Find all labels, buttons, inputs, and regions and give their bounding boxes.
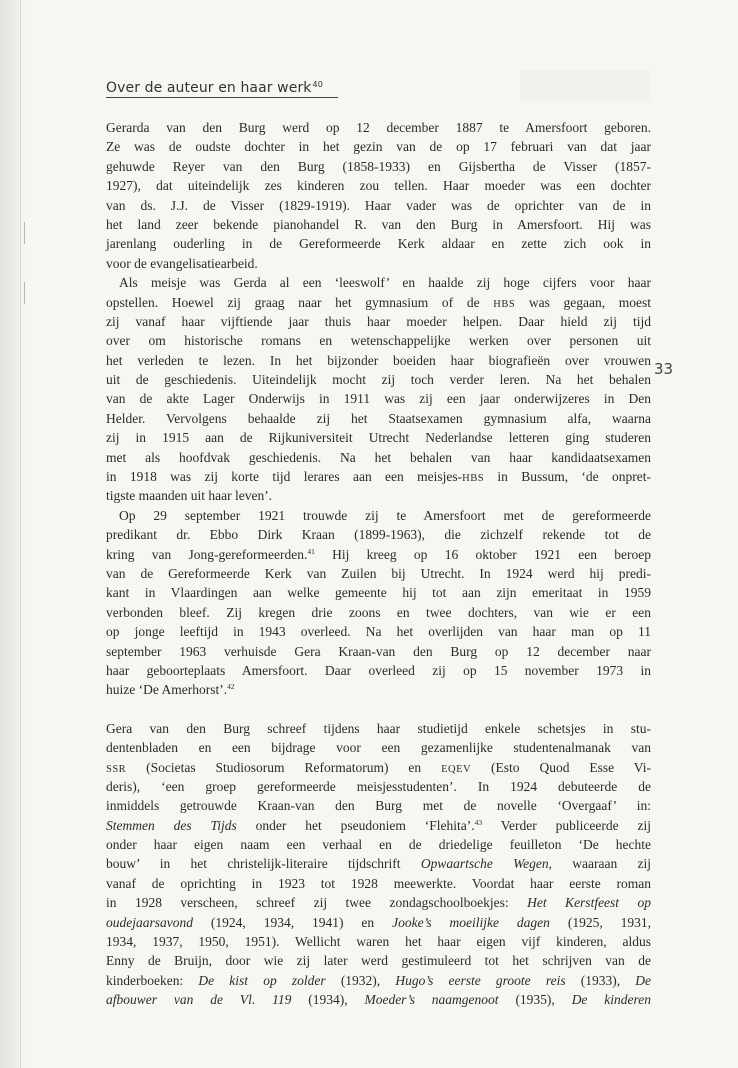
text-run: , waaraan zij <box>548 856 651 872</box>
abbreviation: HBS <box>462 473 485 485</box>
abbreviation: HBS <box>493 298 516 310</box>
text-line: uit de geschiedenis. Uiteindelijk mocht zij toch verder leren. Na het behalen <box>106 372 651 388</box>
text-line: SSR (Societas Studiosorum Reformatorum) en EQEV (Esto Quod Esse Vi- <box>106 759 651 775</box>
title-italic: Moeder’s naamgenoot <box>364 992 499 1008</box>
text-line: onder haar eigen naam een verhaal en de driedelige feuilleton ‘De hechte <box>106 837 651 853</box>
text-line: over om historische romans en wetenschappelijke werken over personen uit <box>106 333 651 349</box>
text-line: tigste maanden uit haar leven’. <box>106 488 273 504</box>
title-italic: Jooke’s moeilijke dagen <box>392 914 550 930</box>
text-line: Helder. Vervolgens behaalde zij het Staatsexamen gymnasium alfa, waarna <box>106 410 651 426</box>
text-line <box>106 816 651 835</box>
text-run: Verder publiceerde zij <box>500 817 651 833</box>
footnote-marker: 42 <box>227 682 235 692</box>
text-line <box>106 893 651 912</box>
text-line: Als meisje was Gerda al een ‘leeswolf’ en haalde zij hoge cijfers voor haar <box>119 275 651 291</box>
text-line: Gera van den Burg schreef tijdens haar studietijd enkele schetsjes in stu- <box>106 720 651 736</box>
title-italic: oudejaarsavond <box>106 914 193 930</box>
text-line: verbonden bleef. Zij kregen drie zoons en twee dochters, van wie er een <box>106 604 651 620</box>
text-line: Enny de Bruijn, door wie zij later werd gestimuleerd tot het schrijven van de <box>106 953 651 969</box>
binding-shadow <box>0 0 26 1068</box>
text-line <box>106 971 651 990</box>
title-italic: Het Kerstfeest op <box>527 895 651 911</box>
text-line: inmiddels getrouwde Kraan-van den Burg met de novelle ‘Overgaaf’ in: <box>106 798 651 814</box>
margin-mark <box>24 222 25 244</box>
text-line <box>106 913 651 932</box>
text-line: haar geboorteplaats Amersfoort. Daar overleed zij op 15 november 1973 in <box>106 662 651 678</box>
title-italic: afbouwer van de Vl. 119 <box>106 992 292 1008</box>
text-line: van ds. J.J. de Visser (1829-1919). Haar vader was de oprichter van de in <box>106 197 651 213</box>
text-line: predikant dr. Ebbo Dirk Kraan (1899-1963), die zichzelf rekende tot de <box>106 527 651 543</box>
text-run: kinderboeken: <box>106 972 184 988</box>
text-line: het verleden te lezen. In het bijzonder boeiden haar biografieën over vrouwen <box>106 352 651 368</box>
text-run: (1932), <box>340 972 381 988</box>
body-text <box>106 118 651 1010</box>
binding-line <box>20 0 21 1068</box>
text-run: kring van Jong-gereformeerden. <box>106 546 308 562</box>
text-line <box>106 545 651 564</box>
text-line: 1934, 1937, 1950, 1951). Wellicht waren het haar eigen vijf kinderen, aldus <box>106 934 651 950</box>
title-italic: Hugo’s eerste groote reis <box>395 972 566 988</box>
text-line <box>106 990 651 1009</box>
text-line: in 1918 was zij korte tijd lerares aan een meisjes-HBS in Bussum, ‘de onpret- <box>106 469 651 485</box>
text-line: opstellen. Hoewel zij graag naar het gymnasium of de HBS was gegaan, moest <box>106 294 651 310</box>
text-line: september 1963 verhuisde Gera Kraan-van den Burg op 12 december naar <box>106 643 651 659</box>
text-line: zij vanaf haar vijftiende jaar thuis haar moeder helpen. Daar hield zij tijd <box>106 313 651 329</box>
text-line: zij in 1915 aan de Rijkuniversiteit Utrecht Nederlandse letteren ging studeren <box>106 430 651 446</box>
text-line: kant in Vlaardingen aan welke gemeente hij tot aan zijn emeritaat in 1959 <box>106 585 651 601</box>
abbreviation: EQEV <box>441 763 472 775</box>
text-line <box>106 680 651 699</box>
page-number: 33 <box>654 360 674 378</box>
text-line: vanaf de oprichting in 1923 tot 1928 meewerkte. Voordat haar eerste roman <box>106 875 651 891</box>
text-line: Gerarda van den Burg werd op 12 december 1887 te Amersfoort geboren. <box>106 120 651 135</box>
text-line: van de akte Lager Onderwijs in 1911 was zij een jaar onderwijzeres in Den <box>106 391 651 407</box>
text-line: 1927), dat uiteindelijk zes kinderen zou tellen. Haar moeder was een dochter <box>106 178 651 194</box>
text-run: Hij kreeg op 16 oktober 1921 een beroep <box>332 546 651 562</box>
bleed-through <box>520 70 650 100</box>
header-rule <box>106 97 338 98</box>
text-run: (1933), <box>580 972 621 988</box>
text-line: deris), ‘een groep gereformeerde meisjesstudenten’. In 1924 debuteerde de <box>106 778 651 794</box>
text-line: met als hoofdvak geschiedenis. Na het behalen van haar kandidaatsexamen <box>106 449 651 465</box>
text-run: (1934), <box>308 992 348 1008</box>
text-line: Op 29 september 1921 trouwde zij te Amersfoort met de gereformeerde <box>119 507 651 523</box>
text-line: het land zeer bekende pianohandel R. van den Burg in Amersfoort. Hij was <box>106 216 651 232</box>
text-line <box>106 854 651 873</box>
margin-mark <box>24 282 25 304</box>
text-line: op jonge leeftijd in 1943 overleed. Na het overlijden van haar man op 11 <box>106 624 651 640</box>
title-italic: Stemmen des Tijds <box>106 817 237 833</box>
title-italic: De kinderen <box>571 992 652 1008</box>
header-title: Over de auteur en haar werk <box>106 80 312 96</box>
text-run: (1924, 1934, 1941) en <box>210 914 375 930</box>
text-run: huize ‘De Amerhorst’. <box>106 682 228 698</box>
text-line: Ze was de oudste dochter in het gezin van de op 17 februari van dat jaar <box>106 139 651 155</box>
text-line: gehuwde Reyer van den Burg (1858-1933) en Gijsbertha de Visser (1857- <box>106 158 651 174</box>
text-line: dentenbladen en een bijdrage voor een gezamenlijke studentenalmanak van <box>106 740 651 756</box>
text-line: voor de evangelisatiearbeid. <box>106 255 258 271</box>
footnote-marker: 41 <box>307 546 315 556</box>
text-run: in 1928 verscheen, schreef zij twee zondagschoolboekjes: <box>106 895 509 911</box>
text-run: onder het pseudoniem ‘Flehita’. <box>255 817 475 833</box>
title-italic: De kist op zolder <box>198 972 326 988</box>
title-italic: De <box>635 972 652 988</box>
section-gap <box>106 700 651 719</box>
section-header <box>106 80 323 96</box>
text-run: (1935), <box>515 992 555 1008</box>
text-line: van de Gereformeerde Kerk van Zuilen bij Utrecht. In 1924 werd hij predi- <box>106 565 651 581</box>
header-footnote: 40 <box>312 80 323 89</box>
text-run: (1925, 1931, <box>567 914 651 930</box>
footnote-marker: 43 <box>474 817 483 827</box>
text-line: jarenlang ouderling in de Gereformeerde Kerk aldaar en zette zich ook in <box>106 236 651 252</box>
title-italic: Opwaartsche Wegen <box>420 856 549 872</box>
text-run: bouw’ in het christelijk-literaire tijdschrift <box>106 856 401 872</box>
abbreviation: SSR <box>106 763 127 775</box>
